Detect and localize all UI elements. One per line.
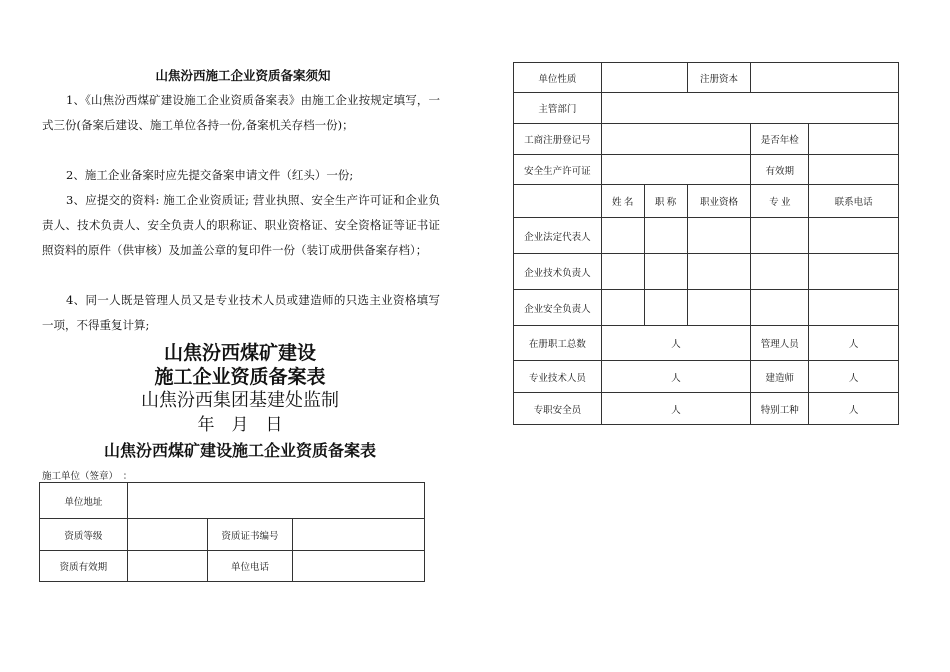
notice-paragraph-4: 4、同一人既是管理人员又是专业技术人员或建造师的只选主业资格填写一项，不得重复计算;: [42, 293, 440, 332]
rep-safety-name-field[interactable]: [601, 290, 644, 326]
header-blank: [514, 185, 602, 218]
tech-staff-label: 专业技术人员: [514, 361, 602, 393]
rep-legal-title-field[interactable]: [644, 218, 687, 254]
rep-safety-title-field[interactable]: [644, 290, 687, 326]
header-phone: 联系电话: [809, 185, 899, 218]
rep-tech-title-field[interactable]: [644, 254, 687, 290]
cert-no-field[interactable]: [293, 519, 425, 551]
safety-permit-field[interactable]: [601, 155, 751, 185]
notice-paragraph-3: 3、应提交的资料: 施工企业资质证; 营业执照、安全生产许可证和企业负责人、技术负责人、安全负责人的职称证、职业资格证、安全资格证等证书证照资料的原件（供审核）及加盖公章的复印件一份（装订成册供备案存档）；: [42, 193, 440, 257]
cover-title-line-1: 山焦汾西煤矿建设: [163, 342, 316, 364]
cover-date-line: 年 月 日: [197, 415, 283, 435]
form-title: 山焦汾西煤矿建设施工企业资质备案表: [103, 441, 376, 460]
mgmt-staff-label: 管理人员: [751, 326, 809, 361]
right-form-table: [513, 62, 899, 425]
unit-phone-label: 单位电话: [207, 551, 293, 582]
builder-field[interactable]: 人: [809, 361, 899, 393]
total-staff-label: 在册职工总数: [514, 326, 602, 361]
reg-capital-field[interactable]: [751, 63, 899, 93]
total-staff-field[interactable]: 人: [601, 326, 751, 361]
validity-field[interactable]: [809, 155, 899, 185]
qual-valid-label: 资质有效期: [40, 551, 128, 582]
biz-reg-no-field[interactable]: [601, 124, 751, 155]
notice-title: 山焦汾西施工企业资质备案须知: [155, 68, 331, 83]
rep-legal-phone-field[interactable]: [809, 218, 899, 254]
qual-valid-field[interactable]: [127, 551, 207, 582]
cover-supervisor-line: 山焦汾西集团基建处监制: [141, 390, 339, 411]
header-name: 姓 名: [601, 185, 644, 218]
qual-grade-field[interactable]: [127, 519, 207, 551]
rep-legal-major-field[interactable]: [751, 218, 809, 254]
builder-label: 建造师: [751, 361, 809, 393]
unit-phone-field[interactable]: [293, 551, 425, 582]
rep-safety-phone-field[interactable]: [809, 290, 899, 326]
special-worker-label: 特别工种: [751, 393, 809, 425]
qual-grade-label: 资质等级: [40, 519, 128, 551]
notice-paragraph-1: 1、《山焦汾西煤矿建设施工企业资质备案表》由施工企业按规定填写，一式三份(备案后建设、施工单位各持一份,备案机关存档一份)；: [42, 93, 440, 132]
header-title: 职 称: [644, 185, 687, 218]
safety-staff-label: 专职安全员: [514, 393, 602, 425]
safety-permit-label: 安全生产许可证: [514, 155, 602, 185]
rep-safety-qual-field[interactable]: [687, 290, 751, 326]
safety-staff-field[interactable]: 人: [601, 393, 751, 425]
reg-capital-label: 注册资本: [687, 63, 751, 93]
biz-reg-no-label: 工商注册登记号: [514, 124, 602, 155]
cover-title-line-2: 施工企业资质备案表: [154, 366, 326, 388]
annual-check-field[interactable]: [809, 124, 899, 155]
rep-legal-qual-field[interactable]: [687, 218, 751, 254]
left-form-table: [39, 482, 425, 582]
unit-address-label: 单位地址: [40, 483, 128, 519]
rep-tech-qual-field[interactable]: [687, 254, 751, 290]
signer-label: 施工单位（签章） ：: [42, 471, 133, 482]
validity-label: 有效期: [751, 155, 809, 185]
notice-paragraph-2: 2、施工企业备案时应先提交备案申请文件（红头）一份;: [66, 168, 354, 182]
rep-safety-label: 企业安全负责人: [514, 290, 602, 326]
header-major: 专 业: [751, 185, 809, 218]
cert-no-label: 资质证书编号: [207, 519, 293, 551]
rep-tech-label: 企业技术负责人: [514, 254, 602, 290]
header-qualification: 职业资格: [687, 185, 751, 218]
rep-tech-major-field[interactable]: [751, 254, 809, 290]
rep-legal-name-field[interactable]: [601, 218, 644, 254]
authority-label: 主管部门: [514, 93, 602, 124]
rep-tech-phone-field[interactable]: [809, 254, 899, 290]
mgmt-staff-field[interactable]: 人: [809, 326, 899, 361]
tech-staff-field[interactable]: 人: [601, 361, 751, 393]
annual-check-label: 是否年检: [751, 124, 809, 155]
rep-tech-name-field[interactable]: [601, 254, 644, 290]
special-worker-field[interactable]: 人: [809, 393, 899, 425]
unit-nature-label: 单位性质: [514, 63, 602, 93]
authority-field[interactable]: [601, 93, 898, 124]
unit-address-field[interactable]: [127, 483, 424, 519]
rep-safety-major-field[interactable]: [751, 290, 809, 326]
unit-nature-field[interactable]: [601, 63, 687, 93]
rep-legal-label: 企业法定代表人: [514, 218, 602, 254]
